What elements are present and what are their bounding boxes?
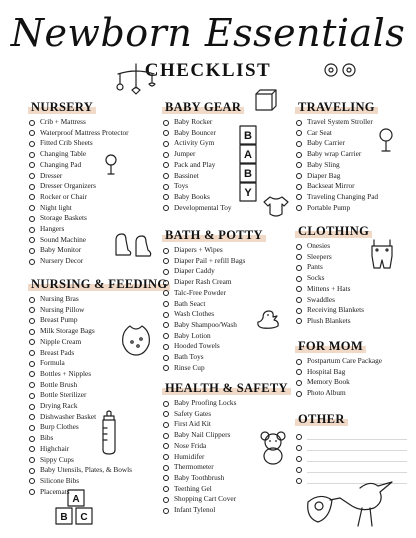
checklist-item-label: Bibs (40, 433, 54, 443)
checklist-item-label: Traveling Changing Pad (307, 191, 379, 201)
section-title-bath: BATH & POTTY (162, 228, 266, 243)
checklist-item[interactable] (295, 203, 413, 214)
checkbox-circle-icon[interactable] (296, 359, 302, 365)
checkbox-circle-icon[interactable] (163, 475, 169, 481)
checklist-item[interactable] (162, 484, 290, 495)
checklist-item-label: Baby Nail Clippers (174, 430, 231, 440)
checkbox-circle-icon[interactable] (163, 401, 169, 407)
checkbox-circle-icon[interactable] (29, 414, 35, 420)
checkbox-circle-icon[interactable] (163, 465, 169, 471)
checklist-item-label: Shopping Cart Cover (174, 494, 237, 504)
checklist-item[interactable] (28, 305, 158, 316)
checkbox-circle-icon[interactable] (163, 433, 169, 439)
checklist-item-label: Placemats (40, 486, 70, 496)
checklist-item[interactable] (28, 358, 158, 369)
checklist-item[interactable] (28, 369, 158, 380)
abc-blocks-icon (253, 88, 279, 114)
checkbox-circle-icon[interactable] (163, 454, 169, 460)
checklist-item-label: Onesies (307, 241, 331, 250)
checklist-item[interactable] (295, 295, 413, 306)
checkbox-circle-icon[interactable] (163, 422, 169, 428)
checkbox-circle-icon[interactable] (163, 130, 169, 136)
checkbox-circle-icon[interactable] (296, 445, 302, 451)
checkbox-circle-icon[interactable] (29, 371, 35, 377)
checkbox-circle-icon[interactable] (296, 308, 302, 314)
checkbox-circle-icon[interactable] (29, 237, 35, 243)
checkbox-circle-icon[interactable] (296, 205, 302, 211)
checklist-item[interactable] (162, 138, 290, 149)
checklist-item-label: Developmental Toy (174, 202, 232, 212)
checklist-item-label: Bottles + Nipples (40, 368, 92, 378)
checklist-item-label: Bottle Brush (40, 379, 78, 389)
checkbox-circle-icon[interactable] (29, 489, 35, 495)
checklist-item-label: Drying Rack (40, 401, 78, 411)
checklist-item[interactable] (28, 181, 158, 192)
checklist-item-label: Baby Carrier (307, 138, 345, 148)
checklist-item[interactable] (162, 352, 290, 363)
checkbox-circle-icon[interactable] (29, 184, 35, 190)
checklist-item[interactable] (28, 422, 158, 433)
checklist-item[interactable] (162, 277, 290, 288)
checkbox-circle-icon[interactable] (163, 258, 169, 264)
checklist-item[interactable] (295, 356, 413, 367)
checklist-item[interactable] (28, 138, 158, 149)
checkbox-circle-icon[interactable] (163, 301, 169, 307)
checklist-item-label: Changing Table (40, 149, 87, 159)
checklist-item[interactable] (162, 494, 290, 505)
block-letter: C (80, 512, 88, 523)
checkbox-circle-icon[interactable] (163, 205, 169, 211)
checklist-item-label: Waterproof Mattress Protector (40, 127, 129, 137)
checklist-item-label: Rinse Cup (174, 362, 205, 372)
baby-shoes-icon (112, 232, 154, 258)
block-letter: Y (244, 187, 252, 199)
checklist-item-label: Bath Toys (174, 352, 204, 362)
section-title-other: OTHER (295, 412, 348, 427)
checklist-item[interactable] (28, 390, 158, 401)
checklist-item-label: Silicone Bibs (40, 475, 80, 485)
checkbox-circle-icon[interactable] (29, 130, 35, 136)
page-subtitle: CHECKLIST (144, 60, 272, 81)
checkbox-circle-icon[interactable] (163, 355, 169, 361)
checklist-item-label: Hangers (40, 224, 65, 234)
checkbox-circle-icon[interactable] (296, 391, 302, 397)
checkbox-circle-icon[interactable] (296, 244, 302, 250)
checklist-item[interactable] (162, 288, 290, 299)
baby-blocks-icon (238, 124, 258, 206)
section-nursing (28, 273, 168, 497)
bib-icon (118, 322, 154, 358)
checklist-item-label: Rocker or Chair (40, 191, 88, 201)
section-other (295, 408, 413, 486)
checklist-item-label: Infant Tylenol (174, 505, 216, 515)
checklist-item[interactable] (295, 181, 413, 192)
checkbox-circle-icon[interactable] (29, 120, 35, 126)
checkbox-circle-icon[interactable] (163, 365, 169, 371)
block-letter: A (244, 149, 252, 161)
checklist-item[interactable] (162, 266, 290, 277)
section-title-nursing: NURSING & FEEDING (28, 277, 170, 292)
checkbox-circle-icon[interactable] (296, 194, 302, 200)
checklist-item-label: Nursing Pillow (40, 304, 85, 314)
checklist-item[interactable] (162, 363, 290, 374)
checkbox-circle-icon[interactable] (163, 508, 169, 514)
checklist-item-label: First Aid Kit (174, 419, 211, 429)
checkbox-circle-icon[interactable] (29, 248, 35, 254)
checklist-item[interactable] (162, 473, 290, 484)
checkbox-circle-icon[interactable] (163, 152, 169, 158)
checklist-item-label: Changing Pad (40, 159, 82, 169)
checklist-item-label: Fitted Crib Sheets (40, 138, 93, 148)
checkbox-circle-icon[interactable] (296, 120, 302, 126)
checklist-item-label: Baby Monitor (40, 245, 82, 255)
checkbox-circle-icon[interactable] (29, 173, 35, 179)
checklist-item-label: Bottle Sterilizer (40, 390, 87, 400)
checklist-item-label: Backseat Mirror (307, 181, 355, 191)
checkbox-circle-icon[interactable] (29, 216, 35, 222)
checklist-item[interactable] (28, 149, 158, 160)
checkbox-circle-icon[interactable] (296, 467, 302, 473)
checklist-item-label: Wash Clothes (174, 309, 215, 319)
checklist-item[interactable] (162, 149, 290, 160)
checklist-item-label: Hooded Towels (174, 341, 220, 351)
section-mom (295, 335, 413, 399)
checklist-item-label: Memory Book (307, 377, 350, 387)
checklist-item-label: Receiving Blankets (307, 305, 364, 315)
checkbox-circle-icon[interactable] (29, 382, 35, 388)
section-title-clothing: CLOTHING (295, 224, 372, 239)
checklist-item[interactable] (28, 203, 158, 214)
checkbox-circle-icon[interactable] (296, 380, 302, 386)
checklist-item-label: Travel System Stroller (307, 117, 373, 126)
checkbox-circle-icon[interactable] (29, 404, 35, 410)
checklist-item-label: Highchair (40, 443, 70, 453)
checklist-item-label: Diaper Pail + refill Bags (174, 255, 246, 265)
checkbox-circle-icon[interactable] (163, 184, 169, 190)
checklist-item-label: Sippy Cups (40, 454, 74, 464)
write-in-rule (307, 472, 407, 473)
checklist-item[interactable] (295, 192, 413, 203)
checkbox-circle-icon[interactable] (296, 265, 302, 271)
checklist-item-label: Crib + Mattress (40, 117, 86, 126)
block-letter: B (60, 512, 68, 523)
checkbox-circle-icon[interactable] (296, 456, 302, 462)
stork-icon (300, 478, 410, 530)
checklist-item[interactable] (162, 128, 290, 139)
checklist-item[interactable] (28, 476, 158, 487)
checklist-item[interactable] (295, 284, 413, 295)
checkbox-circle-icon[interactable] (296, 318, 302, 324)
checklist-item-label: Activity Gym (174, 138, 215, 148)
rattle-icon (103, 154, 119, 176)
checkbox-circle-icon[interactable] (296, 286, 302, 292)
checklist-item[interactable] (28, 213, 158, 224)
section-clothing (295, 220, 413, 327)
checklist-item-label: Dresser (40, 170, 63, 180)
checklist-item-label: Baby Rocker (174, 117, 213, 126)
checklist-item-label: Talc-Free Powder (174, 287, 226, 297)
checklist-item-label: Portable Pump (307, 202, 351, 212)
checklist-item-label: Socks (307, 273, 325, 283)
checkbox-circle-icon[interactable] (29, 141, 35, 147)
checklist-item-label: Postpartum Care Package (307, 356, 382, 365)
checklist-item[interactable] (28, 455, 158, 466)
checklist-item[interactable] (28, 433, 158, 444)
checklist-item-label: Burp Clothes (40, 422, 79, 432)
checkbox-circle-icon[interactable] (163, 194, 169, 200)
checklist-item[interactable] (162, 398, 290, 409)
checklist-item-label: Bassinet (174, 170, 199, 180)
checklist-item-label: Diaper Rash Cream (174, 277, 232, 287)
checklist-item[interactable] (28, 171, 158, 182)
checklist-item-label: Diaper Bag (307, 170, 341, 180)
checklist-item-label: Hospital Bag (307, 366, 346, 376)
checklist-item-label: Car Seat (307, 127, 332, 137)
blank-line[interactable] (295, 442, 413, 453)
checkbox-circle-icon[interactable] (29, 227, 35, 233)
checklist-item-label: Baby Sling (307, 159, 340, 169)
checklist-item[interactable] (295, 273, 413, 284)
checkbox-circle-icon[interactable] (29, 425, 35, 431)
checklist-item-label: Dresser Organizers (40, 181, 96, 191)
checkbox-circle-icon[interactable] (163, 322, 169, 328)
checklist-item-label: Safety Gates (174, 408, 212, 418)
checkbox-circle-icon[interactable] (29, 329, 35, 335)
checkbox-circle-icon[interactable] (29, 393, 35, 399)
checklist-item-label: Mittens + Hats (307, 283, 351, 293)
checklist-item[interactable] (162, 331, 290, 342)
checkbox-circle-icon[interactable] (163, 443, 169, 449)
checklist-item-label: Sleepers (307, 251, 332, 261)
checklist-item[interactable] (162, 505, 290, 516)
checklist-item-label: Baby Lotion (174, 330, 211, 340)
checkbox-circle-icon[interactable] (163, 248, 169, 254)
checkbox-circle-icon[interactable] (296, 141, 302, 147)
mobile-icon (112, 62, 160, 106)
checklist-item-label: Diapers + Wipes (174, 245, 223, 254)
checklist-item-label: Sound Machine (40, 234, 87, 244)
checklist-item[interactable] (162, 419, 290, 430)
checkbox-circle-icon[interactable] (163, 141, 169, 147)
checkbox-circle-icon[interactable] (296, 184, 302, 190)
checkbox-circle-icon[interactable] (163, 312, 169, 318)
checkbox-circle-icon[interactable] (29, 339, 35, 345)
checklist-item[interactable] (295, 305, 413, 316)
checkbox-circle-icon[interactable] (29, 478, 35, 484)
checkbox-circle-icon[interactable] (29, 350, 35, 356)
checklist-item-label: Thermometer (174, 462, 214, 472)
checklist-item-label: Baby wrap Carrier (307, 149, 362, 159)
checkbox-circle-icon[interactable] (296, 254, 302, 260)
checklist-item-label: Storage Baskets (40, 213, 87, 223)
checkbox-circle-icon[interactable] (163, 269, 169, 275)
checklist-item-label: Night light (40, 202, 72, 212)
checklist-item[interactable] (162, 171, 290, 182)
checkbox-circle-icon[interactable] (29, 318, 35, 324)
checklist-item-label: Toys (174, 181, 189, 191)
write-in-rule (307, 439, 407, 440)
checklist-item-label: Breast Pump (40, 315, 78, 325)
checkbox-circle-icon[interactable] (29, 436, 35, 442)
checkbox-circle-icon[interactable] (296, 162, 302, 168)
section-traveling (295, 96, 413, 213)
checklist-item-label: Milk Storage Bags (40, 326, 95, 336)
checklist-item[interactable] (28, 117, 158, 128)
section-title-baby-gear: BABY GEAR (162, 100, 244, 115)
checklist-item-label: Nursery Decor (40, 256, 84, 266)
checklist-item[interactable] (28, 192, 158, 203)
checkbox-circle-icon[interactable] (29, 297, 35, 303)
checklist-item[interactable] (28, 401, 158, 412)
checkbox-circle-icon[interactable] (296, 369, 302, 375)
checklist-item-label: Nipple Cream (40, 336, 82, 346)
checklist-item-label: Breast Pads (40, 347, 75, 357)
checkbox-circle-icon[interactable] (29, 162, 35, 168)
checklist-item-label: Plush Blankets (307, 315, 351, 325)
checklist-item[interactable] (295, 160, 413, 171)
checkbox-circle-icon[interactable] (296, 152, 302, 158)
rattle-icon (375, 128, 397, 154)
blank-line[interactable] (295, 453, 413, 464)
checklist-item[interactable] (295, 388, 413, 399)
blank-line[interactable] (295, 431, 413, 442)
block-letter: B (244, 168, 252, 180)
checkbox-circle-icon[interactable] (29, 152, 35, 158)
checkbox-circle-icon[interactable] (296, 130, 302, 136)
section-title-health: HEALTH & SAFETY (162, 381, 291, 396)
checklist-item[interactable] (295, 316, 413, 327)
page-title: Newborn Essentials (10, 11, 406, 55)
checklist-item[interactable] (295, 117, 413, 128)
checkbox-circle-icon[interactable] (29, 307, 35, 313)
checkbox-circle-icon[interactable] (163, 497, 169, 503)
checklist-item[interactable] (28, 380, 158, 391)
checklist-item[interactable] (162, 117, 290, 128)
checklist-item[interactable] (162, 409, 290, 420)
checkbox-circle-icon[interactable] (163, 344, 169, 350)
rubber-duck-icon (255, 308, 281, 330)
section-title-nursery: NURSERY (28, 100, 96, 115)
checkbox-circle-icon[interactable] (29, 194, 35, 200)
overalls-icon (368, 238, 396, 270)
checkbox-circle-icon[interactable] (163, 411, 169, 417)
blank-line[interactable] (295, 464, 413, 475)
checklist-item-label: Swaddles (307, 294, 335, 304)
checklist-item[interactable] (162, 160, 290, 171)
onesie-icon (262, 194, 290, 220)
list-mom (295, 356, 413, 399)
checkbox-circle-icon[interactable] (163, 162, 169, 168)
checklist-item[interactable] (28, 160, 158, 171)
checklist-item[interactable] (28, 128, 158, 139)
checklist-item-label: Jumper (174, 149, 196, 159)
checklist-item-label: Diaper Caddy (174, 266, 215, 276)
checklist-item-label: Baby Toothbrush (174, 472, 225, 482)
checkbox-circle-icon[interactable] (163, 120, 169, 126)
checklist-item[interactable] (162, 181, 290, 192)
checklist-item[interactable] (295, 171, 413, 182)
checklist-item[interactable] (28, 294, 158, 305)
checkbox-circle-icon[interactable] (163, 486, 169, 492)
checkbox-circle-icon[interactable] (163, 173, 169, 179)
checkbox-circle-icon[interactable] (296, 297, 302, 303)
checklist-item-label: Dishwasher Basket (40, 411, 97, 421)
pacifier-icon (322, 60, 360, 80)
checkbox-circle-icon[interactable] (296, 276, 302, 282)
checklist-item[interactable] (162, 341, 290, 352)
checkbox-circle-icon[interactable] (163, 333, 169, 339)
checkbox-circle-icon[interactable] (163, 280, 169, 286)
checklist-item-label: Nursing Bras (40, 294, 79, 303)
checklist-item-label: Pack and Play (174, 159, 216, 169)
checklist-item[interactable] (162, 245, 290, 256)
checkbox-circle-icon[interactable] (29, 446, 35, 452)
checklist-item-label: Baby Shampoo/Wash (174, 319, 237, 329)
checklist-item[interactable] (28, 465, 158, 476)
abc-blocks-icon (52, 488, 108, 528)
checklist-item[interactable] (162, 256, 290, 267)
checklist-item-label: Baby Books (174, 191, 210, 201)
block-letter: A (72, 494, 80, 505)
write-in-rule (307, 450, 407, 451)
checklist-item-label: Teething Gel (174, 483, 212, 493)
checklist-item[interactable] (28, 412, 158, 423)
checkbox-circle-icon[interactable] (29, 205, 35, 211)
write-in-rule (307, 461, 407, 462)
checkbox-circle-icon[interactable] (296, 173, 302, 179)
checklist-item-label: Bath Seact (174, 298, 206, 308)
block-letter: B (244, 130, 252, 142)
checkbox-circle-icon[interactable] (29, 361, 35, 367)
checkbox-circle-icon[interactable] (296, 434, 302, 440)
section-title-traveling: TRAVELING (295, 100, 378, 115)
checklist-item-label: Baby Utensils, Plates, & Bowls (40, 465, 133, 475)
checklist-item-label: Baby Bouncer (174, 127, 216, 137)
checklist-item-label: Formula (40, 358, 65, 368)
checklist-item-label: Baby Proofing Locks (174, 398, 237, 407)
section-title-mom: FOR MOM (295, 339, 366, 354)
baby-bottle-icon (98, 410, 120, 456)
teddy-bear-icon (256, 430, 290, 466)
section-bath (162, 224, 290, 373)
checklist-item[interactable] (295, 377, 413, 388)
checklist-item-label: Photo Album (307, 388, 346, 398)
checklist-item[interactable] (28, 444, 158, 455)
checklist-item[interactable] (295, 367, 413, 378)
checkbox-circle-icon[interactable] (163, 290, 169, 296)
checklist-item-label: Humidifer (174, 451, 205, 461)
checkbox-circle-icon[interactable] (29, 457, 35, 463)
checklist-item-label: Pants (307, 262, 323, 272)
checkbox-circle-icon[interactable] (29, 259, 35, 265)
checkbox-circle-icon[interactable] (29, 468, 35, 474)
checklist-item-label: Nose Frida (174, 440, 207, 450)
